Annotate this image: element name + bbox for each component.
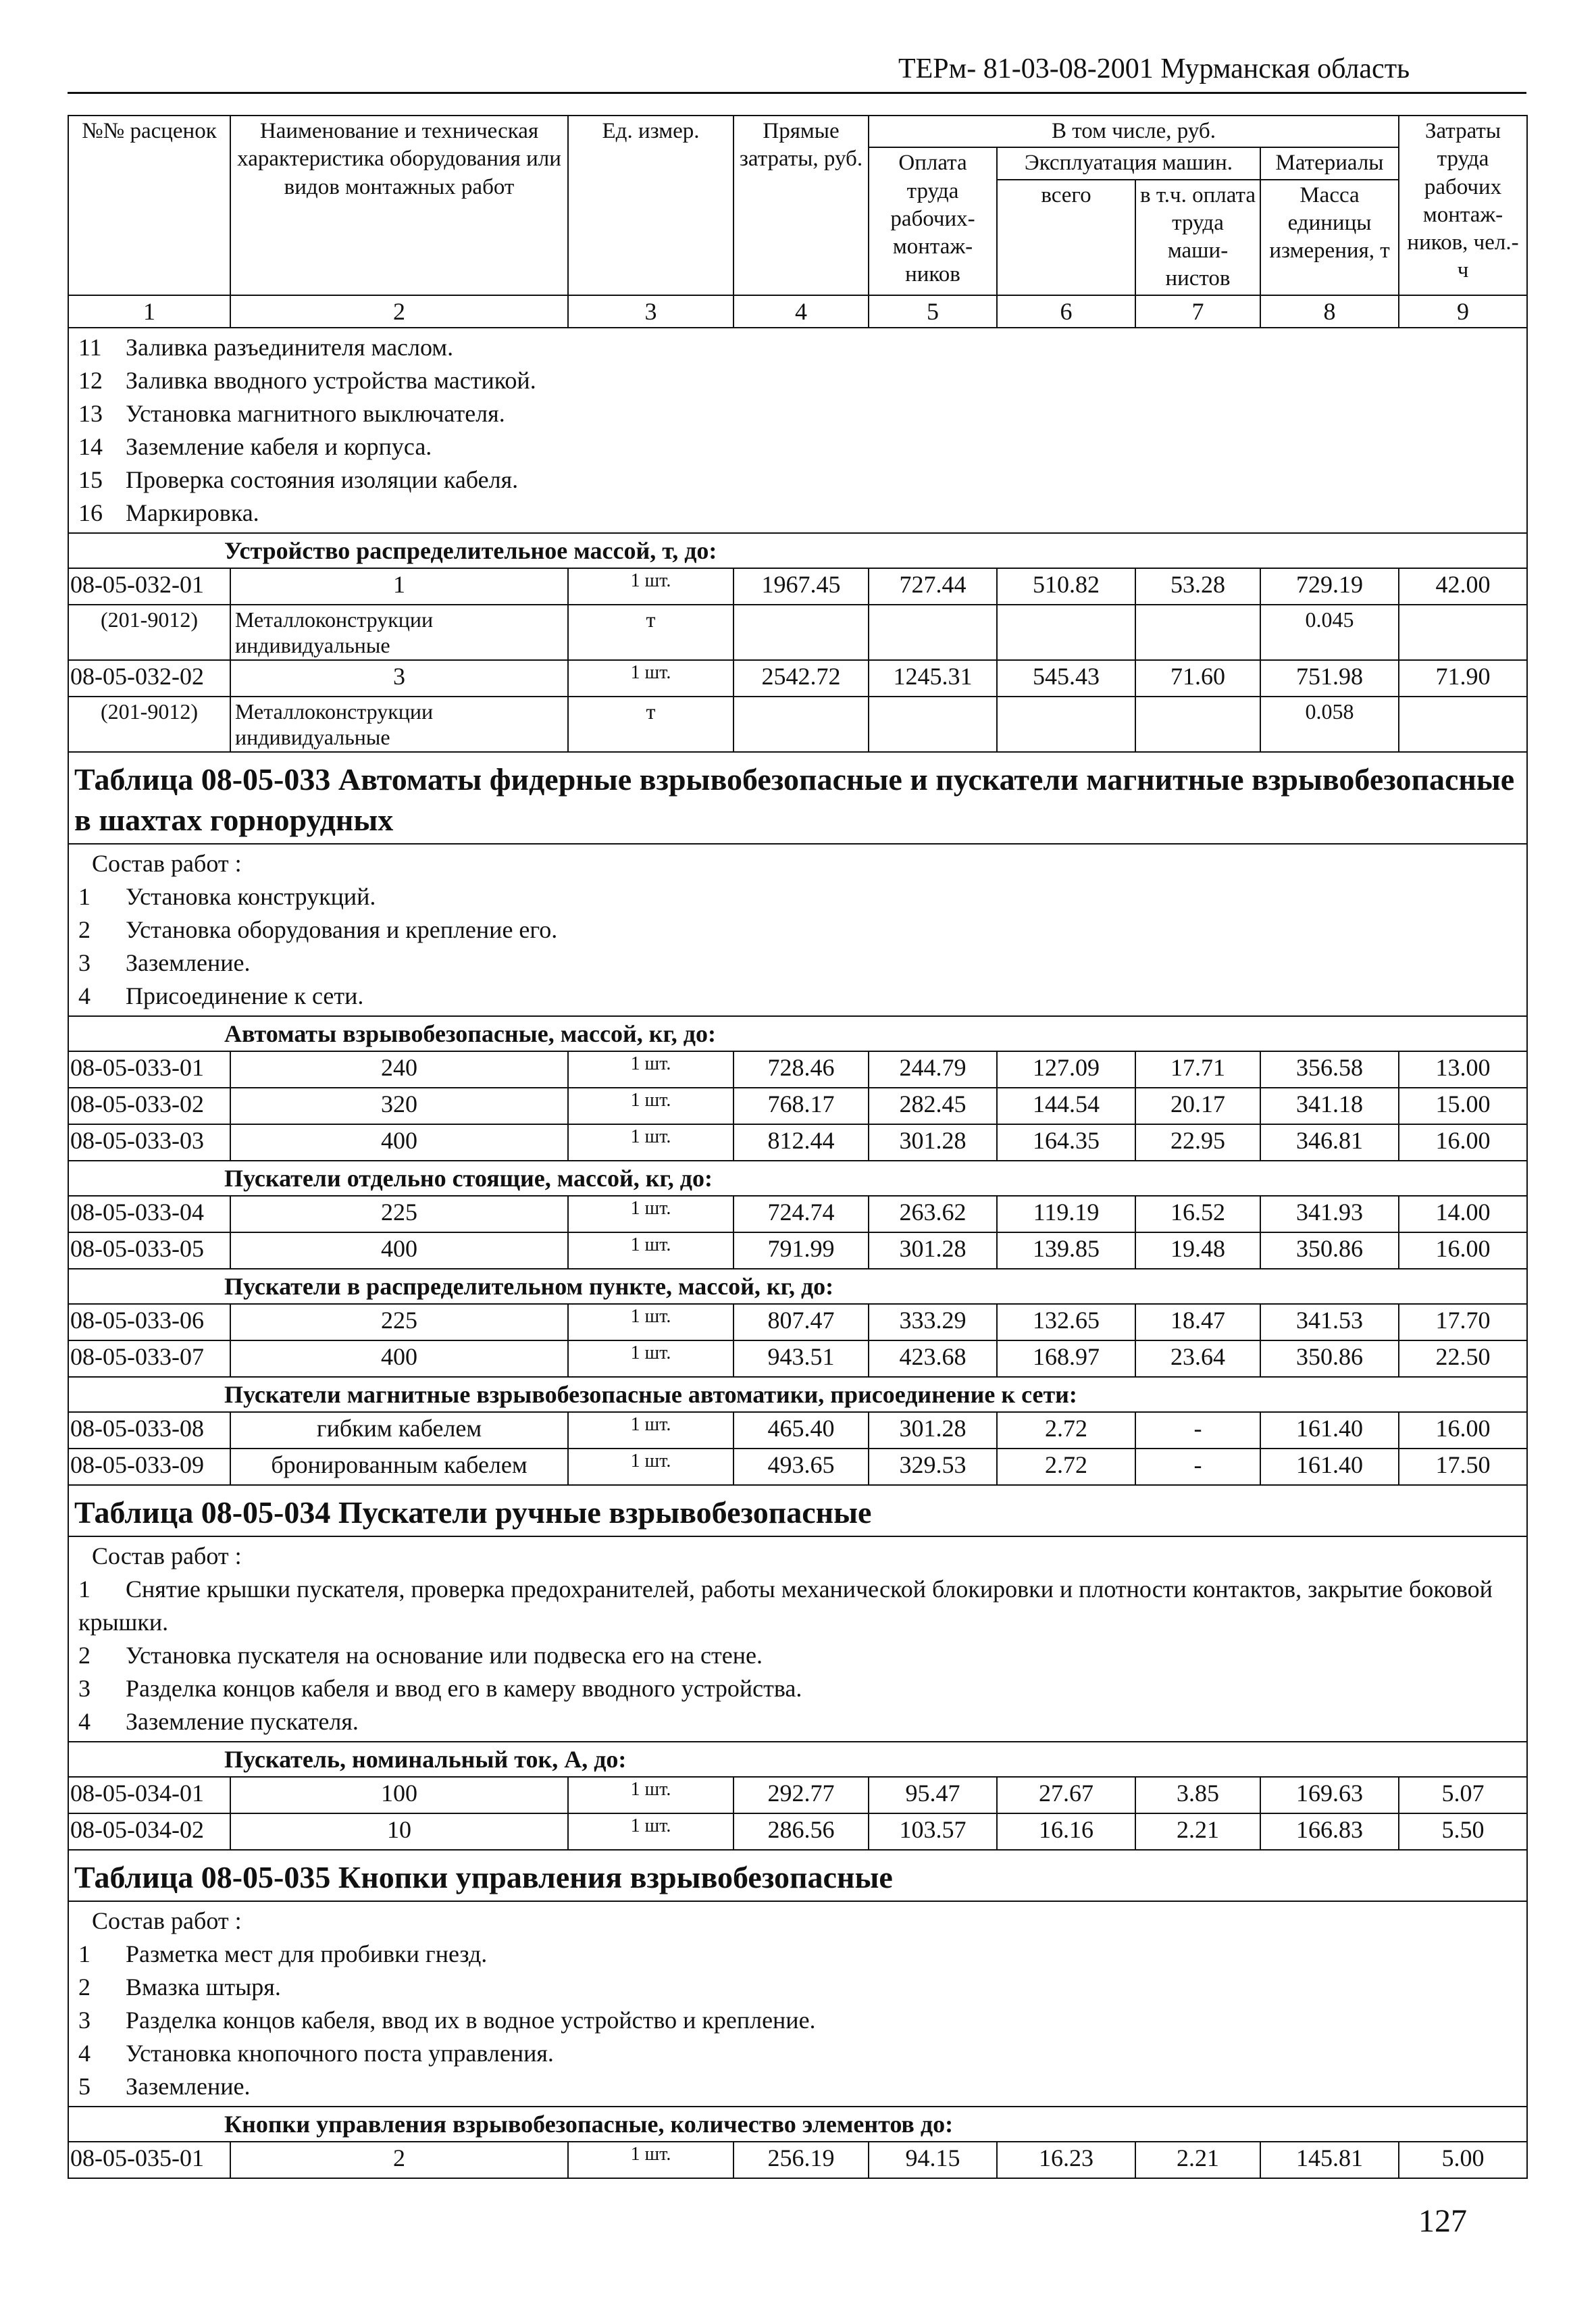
table-subrow xyxy=(68,605,1527,660)
row-wages: 333.29 xyxy=(869,1304,997,1340)
row-wages: 329.53 xyxy=(869,1449,997,1485)
col-materials: Материалы xyxy=(1260,147,1399,179)
row-machines-wages: 3.85 xyxy=(1135,1777,1260,1813)
row-direct: 943.51 xyxy=(733,1340,869,1377)
row-unit: 1 шт. xyxy=(568,1088,733,1124)
row-labor: 5.00 xyxy=(1399,2142,1527,2178)
row-direct: 493.65 xyxy=(733,1449,869,1485)
list-item: 2 Вмазка штыря. xyxy=(78,1973,281,2001)
row-machines: 16.23 xyxy=(997,2142,1135,2178)
row-machines-wages: - xyxy=(1135,1449,1260,1485)
row-code: 08-05-033-04 xyxy=(68,1196,230,1232)
row-code: 08-05-033-03 xyxy=(68,1124,230,1161)
row-materials: 341.93 xyxy=(1260,1196,1399,1232)
row-materials: 341.53 xyxy=(1260,1304,1399,1340)
resource-quantity: 0.045 xyxy=(1260,605,1399,660)
page-header: ТЕРм- 81-03-08-2001 Мурманская область xyxy=(898,53,1410,84)
list-item: 1 Разметка мест для пробивки гнезд. xyxy=(78,1940,488,1967)
row-materials: 166.83 xyxy=(1260,1813,1399,1850)
group-heading: Автоматы взрывобезопасные, массой, кг, до: xyxy=(68,1016,1527,1051)
row-labor: 16.00 xyxy=(1399,1124,1527,1161)
list-item: 3 Разделка концов кабеля и ввод его в камеру вводного устройства. xyxy=(78,1674,802,1702)
row-direct: 256.19 xyxy=(733,2142,869,2178)
resource-quantity: 0.058 xyxy=(1260,697,1399,752)
row-machines-wages: 22.95 xyxy=(1135,1124,1260,1161)
row-materials: 751.98 xyxy=(1260,660,1399,697)
list-item: 13 Установка магнитного выключателя. xyxy=(78,399,505,427)
header-rule xyxy=(68,92,1526,94)
col-number: 4 xyxy=(733,295,869,328)
row-labor: 22.50 xyxy=(1399,1340,1527,1377)
row-code: 08-05-032-02 xyxy=(68,660,230,697)
list-item: 11 Заливка разъединителя маслом. xyxy=(78,333,454,361)
list-item: 3 Разделка концов кабеля, ввод их в водное устройство и крепление. xyxy=(78,2006,816,2034)
row-direct: 807.47 xyxy=(733,1304,869,1340)
row-name: 240 xyxy=(230,1051,568,1088)
row-direct: 1967.45 xyxy=(733,568,869,605)
row-machines-wages: 2.21 xyxy=(1135,1813,1260,1850)
row-unit: 1 шт. xyxy=(568,2142,733,2178)
row-machines-wages: 2.21 xyxy=(1135,2142,1260,2178)
resource-unit: т xyxy=(568,697,733,752)
group-heading: Пускатели отдельно стоящие, массой, кг, до: xyxy=(68,1161,1527,1196)
list-item: 3 Заземление. xyxy=(78,949,251,976)
row-labor: 15.00 xyxy=(1399,1088,1527,1124)
composition-label: Состав работ : xyxy=(92,1907,242,1934)
row-materials: 729.19 xyxy=(1260,568,1399,605)
row-labor: 14.00 xyxy=(1399,1196,1527,1232)
row-materials: 161.40 xyxy=(1260,1449,1399,1485)
row-unit: 1 шт. xyxy=(568,1449,733,1485)
row-machines: 127.09 xyxy=(997,1051,1135,1088)
col-direct: Прямые затраты, руб. xyxy=(733,116,869,295)
row-machines-wages: 71.60 xyxy=(1135,660,1260,697)
row-machines: 119.19 xyxy=(997,1196,1135,1232)
row-code: 08-05-035-01 xyxy=(68,2142,230,2178)
price-table xyxy=(68,115,1528,2179)
col-number: 7 xyxy=(1135,295,1260,328)
row-wages: 95.47 xyxy=(869,1777,997,1813)
table-subrow xyxy=(68,697,1527,752)
resource-code: (201-9012) xyxy=(68,697,230,752)
row-machines: 132.65 xyxy=(997,1304,1135,1340)
row-machines: 16.16 xyxy=(997,1813,1135,1850)
row-machines: 2.72 xyxy=(997,1449,1135,1485)
table-row xyxy=(68,1051,1527,1088)
group-heading: Кнопки управления взрывобезопасные, количество элементов до: xyxy=(68,2107,1527,2142)
row-machines-wages: 19.48 xyxy=(1135,1232,1260,1269)
list-item: 2 Установка оборудования и крепление его. xyxy=(78,915,558,943)
row-machines: 27.67 xyxy=(997,1777,1135,1813)
row-code: 08-05-033-06 xyxy=(68,1304,230,1340)
col-machines-wages: в т.ч. оплата труда маши-нистов xyxy=(1135,180,1260,295)
row-materials: 350.86 xyxy=(1260,1232,1399,1269)
table-row xyxy=(68,1124,1527,1161)
row-code: 08-05-033-08 xyxy=(68,1412,230,1449)
col-code: №№ расценок xyxy=(68,116,230,295)
list-item: 15 Проверка состояния изоляции кабеля. xyxy=(78,466,519,493)
table-row xyxy=(68,1449,1527,1485)
composition-list xyxy=(68,1901,1527,2107)
row-direct: 728.46 xyxy=(733,1051,869,1088)
row-name: 400 xyxy=(230,1124,568,1161)
table-title: Таблица 08-05-035 Кнопки управления взрывобезопасные xyxy=(68,1850,1527,1901)
row-machines: 144.54 xyxy=(997,1088,1135,1124)
col-number: 9 xyxy=(1399,295,1527,328)
row-direct: 2542.72 xyxy=(733,660,869,697)
group-heading: Пускатели в распределительном пункте, массой, кг, до: xyxy=(68,1269,1527,1304)
col-number: 6 xyxy=(997,295,1135,328)
table-row xyxy=(68,1777,1527,1813)
resource-unit: т xyxy=(568,605,733,660)
row-name: 320 xyxy=(230,1088,568,1124)
row-wages: 1245.31 xyxy=(869,660,997,697)
list-item: 16 Маркировка. xyxy=(78,499,259,526)
row-labor: 16.00 xyxy=(1399,1412,1527,1449)
row-machines-wages: 18.47 xyxy=(1135,1304,1260,1340)
list-item: 1 Установка конструкций. xyxy=(78,882,376,910)
col-number: 5 xyxy=(869,295,997,328)
table-title: Таблица 08-05-033 Автоматы фидерные взрывобезопасные и пускатели магнитные взрывобезопасные в шахтах горнорудных xyxy=(68,752,1527,844)
group-heading: Устройство распределительное массой, т, до: xyxy=(68,533,1527,568)
row-code: 08-05-033-01 xyxy=(68,1051,230,1088)
row-wages: 103.57 xyxy=(869,1813,997,1850)
row-direct: 791.99 xyxy=(733,1232,869,1269)
row-machines: 510.82 xyxy=(997,568,1135,605)
list-item: 12 Заливка вводного устройства мастикой. xyxy=(78,366,536,394)
row-wages: 301.28 xyxy=(869,1232,997,1269)
row-materials: 161.40 xyxy=(1260,1412,1399,1449)
table-row xyxy=(68,1088,1527,1124)
col-mass: Масса единицы измерения, т xyxy=(1260,180,1399,295)
table-row xyxy=(68,2142,1527,2178)
col-machines: Эксплуатация машин. xyxy=(997,147,1260,179)
row-wages: 244.79 xyxy=(869,1051,997,1088)
col-unit: Ед. измер. xyxy=(568,116,733,295)
composition-list xyxy=(68,1536,1527,1742)
list-item: 1 Снятие крышки пускателя, проверка предохранителей, работы механической блокировки и плотности контактов, закрытие боковой крышки. xyxy=(78,1575,1493,1636)
table-row xyxy=(68,1340,1527,1377)
resource-name: Металлоконструкции индивидуальные xyxy=(230,697,568,752)
row-direct: 286.56 xyxy=(733,1813,869,1850)
list-item: 5 Заземление. xyxy=(78,2072,251,2100)
row-unit: 1 шт. xyxy=(568,1051,733,1088)
table-row xyxy=(68,660,1527,697)
row-machines-wages: 16.52 xyxy=(1135,1196,1260,1232)
row-materials: 346.81 xyxy=(1260,1124,1399,1161)
table-row xyxy=(68,568,1527,605)
row-code: 08-05-033-05 xyxy=(68,1232,230,1269)
row-machines: 168.97 xyxy=(997,1340,1135,1377)
col-machines-total: всего xyxy=(997,180,1135,295)
row-name: 225 xyxy=(230,1196,568,1232)
column-numbers xyxy=(68,295,1527,328)
row-name: 225 xyxy=(230,1304,568,1340)
row-labor: 5.07 xyxy=(1399,1777,1527,1813)
composition-label: Состав работ : xyxy=(92,1542,242,1569)
row-unit: 1 шт. xyxy=(568,1124,733,1161)
row-name: 400 xyxy=(230,1232,568,1269)
row-unit: 1 шт. xyxy=(568,1412,733,1449)
col-name: Наименование и техническая характеристика оборудования или видов монтажных работ xyxy=(230,116,568,295)
row-labor: 71.90 xyxy=(1399,660,1527,697)
row-materials: 145.81 xyxy=(1260,2142,1399,2178)
row-labor: 17.70 xyxy=(1399,1304,1527,1340)
row-machines: 139.85 xyxy=(997,1232,1135,1269)
list-item: 14 Заземление кабеля и корпуса. xyxy=(78,432,432,460)
row-machines-wages: 20.17 xyxy=(1135,1088,1260,1124)
row-materials: 350.86 xyxy=(1260,1340,1399,1377)
composition-list xyxy=(68,328,1527,533)
row-wages: 94.15 xyxy=(869,2142,997,2178)
table-row xyxy=(68,1196,1527,1232)
col-wages: Оплата труда рабочих-монтаж-ников xyxy=(869,147,997,295)
row-machines: 545.43 xyxy=(997,660,1135,697)
list-item: 4 Заземление пускателя. xyxy=(78,1707,359,1735)
list-item: 4 Присоединение к сети. xyxy=(78,982,364,1009)
row-materials: 169.63 xyxy=(1260,1777,1399,1813)
row-unit: 1 шт. xyxy=(568,1813,733,1850)
row-machines-wages: 53.28 xyxy=(1135,568,1260,605)
resource-code: (201-9012) xyxy=(68,605,230,660)
row-code: 08-05-034-02 xyxy=(68,1813,230,1850)
row-machines: 164.35 xyxy=(997,1124,1135,1161)
row-unit: 1 шт. xyxy=(568,1340,733,1377)
row-code: 08-05-033-02 xyxy=(68,1088,230,1124)
row-machines-wages: - xyxy=(1135,1412,1260,1449)
row-wages: 301.28 xyxy=(869,1412,997,1449)
col-number: 1 xyxy=(68,295,230,328)
col-number: 8 xyxy=(1260,295,1399,328)
row-unit: 1 шт. xyxy=(568,1777,733,1813)
resource-name: Металлоконструкции индивидуальные xyxy=(230,605,568,660)
row-direct: 768.17 xyxy=(733,1088,869,1124)
row-name: 400 xyxy=(230,1340,568,1377)
col-incl: В том числе, руб. xyxy=(869,116,1399,147)
row-unit: 1 шт. xyxy=(568,1304,733,1340)
table-row xyxy=(68,1304,1527,1340)
row-code: 08-05-034-01 xyxy=(68,1777,230,1813)
row-labor: 13.00 xyxy=(1399,1051,1527,1088)
row-labor: 16.00 xyxy=(1399,1232,1527,1269)
row-machines-wages: 17.71 xyxy=(1135,1051,1260,1088)
row-code: 08-05-033-09 xyxy=(68,1449,230,1485)
list-item: 2 Установка пускателя на основание или подвеска его на стене. xyxy=(78,1641,763,1669)
row-name: 100 xyxy=(230,1777,568,1813)
row-wages: 301.28 xyxy=(869,1124,997,1161)
row-name: 10 xyxy=(230,1813,568,1850)
row-wages: 263.62 xyxy=(869,1196,997,1232)
table-title: Таблица 08-05-034 Пускатели ручные взрывобезопасные xyxy=(68,1485,1527,1536)
row-labor: 5.50 xyxy=(1399,1813,1527,1850)
row-name: 2 xyxy=(230,2142,568,2178)
row-name: 3 xyxy=(230,660,568,697)
row-machines: 2.72 xyxy=(997,1412,1135,1449)
row-unit: 1 шт. xyxy=(568,660,733,697)
row-code: 08-05-032-01 xyxy=(68,568,230,605)
row-direct: 465.40 xyxy=(733,1412,869,1449)
group-heading: Пускатель, номинальный ток, А, до: xyxy=(68,1742,1527,1777)
row-wages: 727.44 xyxy=(869,568,997,605)
row-direct: 812.44 xyxy=(733,1124,869,1161)
row-labor: 42.00 xyxy=(1399,568,1527,605)
group-heading: Пускатели магнитные взрывобезопасные автоматики, присоединение к сети: xyxy=(68,1377,1527,1412)
row-name: гибким кабелем xyxy=(230,1412,568,1449)
col-number: 2 xyxy=(230,295,568,328)
row-machines-wages: 23.64 xyxy=(1135,1340,1260,1377)
row-direct: 292.77 xyxy=(733,1777,869,1813)
row-labor: 17.50 xyxy=(1399,1449,1527,1485)
table-row xyxy=(68,1232,1527,1269)
row-code: 08-05-033-07 xyxy=(68,1340,230,1377)
row-wages: 282.45 xyxy=(869,1088,997,1124)
composition-list xyxy=(68,844,1527,1016)
col-number: 3 xyxy=(568,295,733,328)
col-labor: Затраты труда рабочих монтаж-ников, чел.-ч xyxy=(1399,116,1527,295)
page-number: 127 xyxy=(1418,2203,1467,2239)
composition-label: Состав работ : xyxy=(92,849,242,877)
row-name: 1 xyxy=(230,568,568,605)
list-item: 4 Установка кнопочного поста управления. xyxy=(78,2039,554,2067)
row-unit: 1 шт. xyxy=(568,1196,733,1232)
row-direct: 724.74 xyxy=(733,1196,869,1232)
row-name: бронированным кабелем xyxy=(230,1449,568,1485)
row-materials: 356.58 xyxy=(1260,1051,1399,1088)
row-wages: 423.68 xyxy=(869,1340,997,1377)
table-row xyxy=(68,1412,1527,1449)
row-unit: 1 шт. xyxy=(568,1232,733,1269)
row-materials: 341.18 xyxy=(1260,1088,1399,1124)
row-unit: 1 шт. xyxy=(568,568,733,605)
table-row xyxy=(68,1813,1527,1850)
